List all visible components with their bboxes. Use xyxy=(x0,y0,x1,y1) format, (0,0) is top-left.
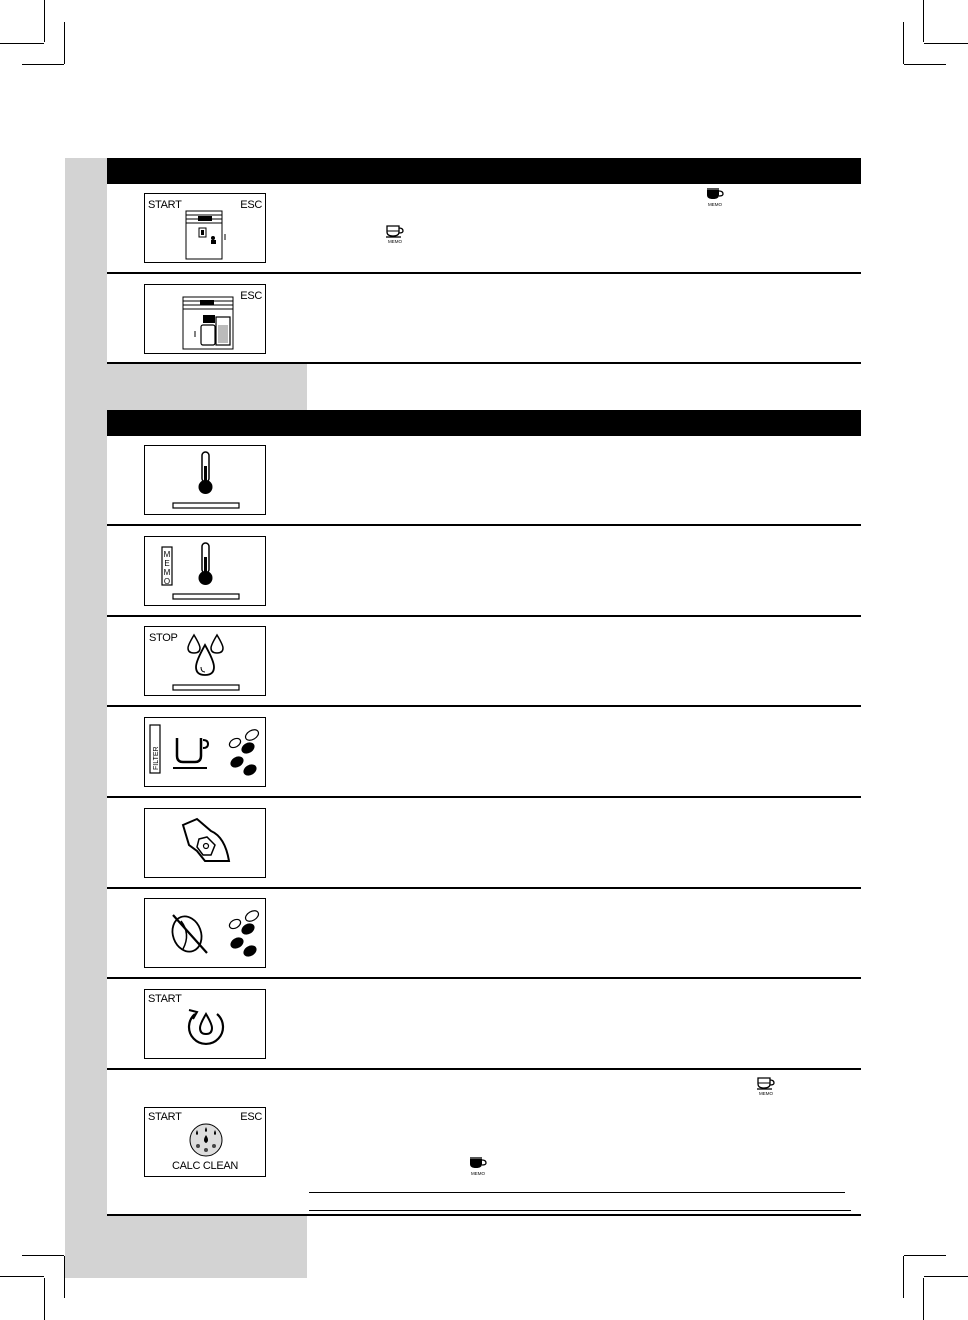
rinse-cycle-icon xyxy=(145,990,266,1059)
lcd-display xyxy=(144,808,266,878)
lcd-start-label: START xyxy=(148,199,182,211)
table-header-bar xyxy=(107,158,861,184)
table-row-divider xyxy=(107,1068,861,1070)
crop-mark xyxy=(44,0,45,42)
table-row-divider xyxy=(107,977,861,979)
svg-text:M: M xyxy=(163,568,171,577)
lcd-esc-label: ESC xyxy=(240,1111,262,1123)
lcd-display xyxy=(144,989,266,1059)
crop-mark xyxy=(923,1278,924,1320)
table-row-divider xyxy=(107,524,861,526)
crop-mark xyxy=(0,43,44,44)
lcd-stop-label: STOP xyxy=(149,632,178,644)
memo-cup-icon xyxy=(704,185,726,207)
crop-mark xyxy=(22,1255,64,1256)
crop-mark xyxy=(904,64,946,65)
lcd-display xyxy=(144,1107,266,1177)
table-row-divider xyxy=(107,272,861,274)
water-drops-icon xyxy=(145,627,266,696)
lcd-display xyxy=(144,717,266,787)
crop-mark xyxy=(904,1255,946,1256)
thermometer-icon xyxy=(145,446,266,515)
note-divider xyxy=(309,1192,845,1193)
crop-mark xyxy=(924,1276,968,1277)
crop-mark xyxy=(924,43,968,44)
lcd-calc-clean-label: CALC CLEAN xyxy=(171,1160,239,1172)
lcd-display xyxy=(144,536,266,606)
lcd-esc-label: ESC xyxy=(240,290,262,302)
memo-cup-icon xyxy=(384,222,406,244)
memo-cup-icon xyxy=(467,1154,489,1176)
svg-text:O: O xyxy=(163,577,171,586)
crop-mark xyxy=(64,22,65,64)
svg-text:M: M xyxy=(163,550,171,559)
lcd-esc-label: ESC xyxy=(240,199,262,211)
memo-icon-label: MEMO xyxy=(388,239,402,244)
memo-icon-label: MEMO xyxy=(471,1171,485,1176)
lcd-filter-label: FILTER xyxy=(153,746,160,770)
crop-mark xyxy=(903,1256,904,1298)
lcd-display xyxy=(144,898,266,968)
filter-cup-beans-icon xyxy=(145,718,266,787)
lcd-start-label: START xyxy=(148,1111,182,1123)
table-row-divider xyxy=(107,615,861,617)
memo-cup-icon xyxy=(755,1074,777,1096)
memo-icon-label: MEMO xyxy=(759,1091,773,1096)
brew-group-icon xyxy=(145,809,266,878)
svg-text:E: E xyxy=(164,559,170,568)
crop-mark xyxy=(903,22,904,64)
crop-mark xyxy=(22,64,64,65)
table-row-divider xyxy=(107,362,861,364)
crop-mark xyxy=(0,1276,44,1277)
coffee-machine-carafe-icon xyxy=(145,285,266,354)
table-row-divider xyxy=(107,796,861,798)
table-bottom-rule xyxy=(107,1214,861,1216)
crop-mark xyxy=(923,0,924,42)
lcd-display xyxy=(144,284,266,354)
coffee-machine-cup-icon xyxy=(145,194,266,263)
no-beans-icon xyxy=(145,899,266,968)
note-divider xyxy=(309,1210,851,1211)
crop-mark xyxy=(44,1278,45,1320)
lcd-display xyxy=(144,193,266,263)
lcd-display xyxy=(144,445,266,515)
lcd-display xyxy=(144,626,266,696)
table-row-divider xyxy=(107,887,861,889)
table-row-divider xyxy=(107,705,861,707)
lcd-start-label: START xyxy=(148,993,182,1005)
memo-icon-label: MEMO xyxy=(708,202,722,207)
memo-thermometer-icon xyxy=(145,537,266,606)
table-header-bar xyxy=(107,410,861,436)
